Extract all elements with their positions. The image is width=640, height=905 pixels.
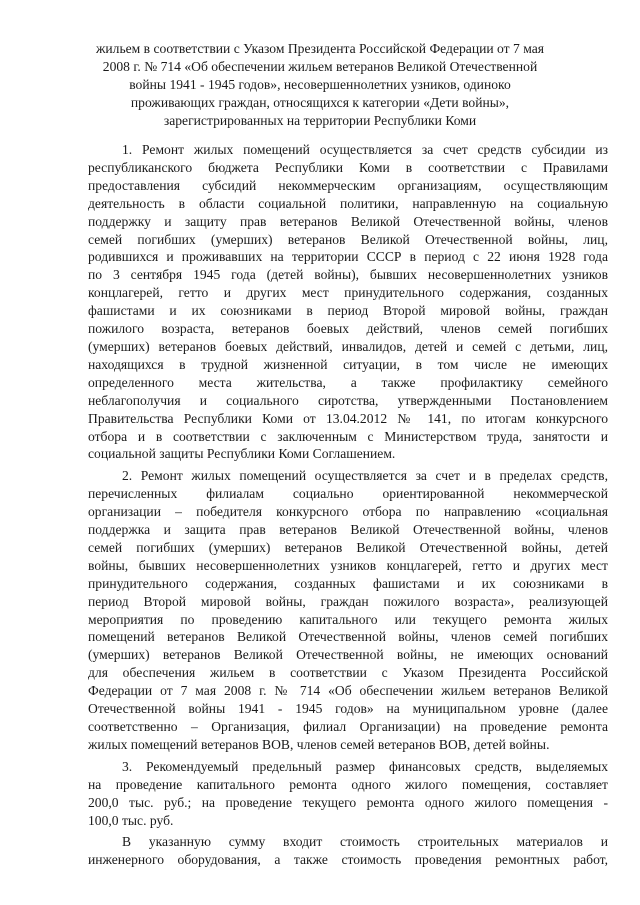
text-line: В указанную сумму входит стоимость строительных материалов и <box>122 834 608 850</box>
title-line: проживающих граждан, относящихся к категории «Дети войны», <box>130 94 510 110</box>
text-line: организации – победителя конкурсного отбора по направлению «социальная <box>88 504 608 520</box>
document-body <box>88 141 608 869</box>
text-line: семей погибших (умерших) ветеранов Великой Отечественной войны, детей <box>88 539 608 555</box>
text-line: жилых помещений ветеранов ВОВ, членов семей ветеранов ВОВ, детей войны. <box>88 736 550 752</box>
text-line: семей погибших (умерших) ветеранов Великой Отечественной войны, лиц, <box>88 231 608 247</box>
text-line: перечисленных филиалам социально ориентированной некоммерческой <box>88 486 608 502</box>
text-line: (умерших) ветеранов Великой Отечественной войны, не имеющих оснований <box>88 647 608 663</box>
paragraph <box>88 141 608 463</box>
text-line: Отечественной войны 1941 - 1945 годов» на муниципальном уровне (далее <box>88 701 608 717</box>
title-line: жильем в соответствии с Указом Президента Российской Федерации от 7 мая <box>96 41 544 56</box>
text-line: 3. Рекомендуемый предельный размер финансовых средств, выделяемых <box>122 758 608 774</box>
text-line: Федерации от 7 мая 2008 г. № 714 «Об обеспечении жильем ветеранов Великой <box>88 683 608 699</box>
text-line: социальной защиты Республики Коми Соглашением. <box>88 446 396 462</box>
text-line: мероприятия по проведению капитального или текущего ремонта жилых <box>88 611 608 627</box>
text-line: республиканского бюджета Республики Коми в соответствии с Правилами <box>88 159 608 175</box>
text-line: для обеспечения жильем в соответствии с Указом Президента Российской <box>88 665 608 681</box>
text-line: Правительства Республики Коми от 13.04.2012 № 141, по итогам конкурсного <box>88 410 608 426</box>
text-line: определенного места жительства, а также профилактику семейного <box>88 374 608 390</box>
text-line: период Второй мировой войны, граждан пожилого возраста», реализующей <box>88 593 608 609</box>
text-line: поддержка и защита прав ветеранов Великой Отечественной войны, членов <box>88 522 608 538</box>
paragraph <box>88 467 608 754</box>
text-line: 2. Ремонт жилых помещений осуществляется за счет и в пределах средств, <box>122 468 608 484</box>
text-line: деятельность в области социальной политики, направленную на социальную <box>88 195 608 211</box>
text-line: по 3 сентября 1945 года (детей войны), бывших несовершеннолетних узников <box>88 267 608 283</box>
paragraph <box>88 833 608 869</box>
text-line: (умерших) ветеранов боевых действий, инвалидов, детей и семей с детьми, лиц, <box>88 338 608 354</box>
text-line: пожилого возраста, ветеранов боевых действий, членов семей погибших <box>88 321 608 337</box>
title-line: 2008 г. № 714 «Об обеспечении жильем ветеранов Великой Отечественной <box>102 58 538 74</box>
title-line: зарегистрированных на территории Республики Коми <box>163 112 477 128</box>
text-line: принудительного содержания, созданных фашистами и их союзниками в <box>88 575 608 591</box>
text-line: родившихся и проживавших на территории СССР в период с 22 июня 1928 года <box>88 249 608 265</box>
text-line: инженерного оборудования, а также стоимость проведения ремонтных работ, <box>88 852 608 868</box>
paragraph <box>88 758 608 830</box>
text-line: соответственно – Организация, филиал Организации) на проведение ремонта <box>88 719 608 734</box>
text-line: фашистами и их союзниками в период Второй мировой войны, граждан <box>88 303 608 319</box>
document-title <box>60 40 580 130</box>
text-line: неблагополучия и социального сиротства, утвержденными Постановлением <box>88 392 608 408</box>
text-line: 100,0 тыс. руб. <box>88 812 174 828</box>
text-line: поддержку и защиту прав ветеранов Великой Отечественной войны, членов <box>88 213 608 229</box>
text-line: 200,0 тыс. руб.; на проведение текущего ремонта одного жилого помещения - <box>88 794 608 810</box>
text-line: 1. Ремонт жилых помещений осуществляется за счет средств субсидии из <box>122 142 608 157</box>
text-line: находящихся в трудной жизненной ситуации, в том числе не имеющих <box>88 356 608 372</box>
title-line: войны 1941 - 1945 годов», несовершеннолетних узников, одиноко <box>129 76 511 92</box>
text-line: концлагерей, гетто и других мест принудительного содержания, созданных <box>88 285 608 301</box>
text-line: отбора и в соответствии с заключенным с Министерством труда, занятости и <box>88 428 608 444</box>
text-line: на проведение капитального ремонта одного жилого помещения, составляет <box>88 776 608 792</box>
text-line: помещений ветеранов Великой Отечественной войны, членов семей погибших <box>88 629 608 645</box>
text-line: войны, бывших несовершеннолетних узников концлагерей, гетто и других мест <box>88 557 608 573</box>
text-line: предоставления субсидий некоммерческим организациям, осуществляющим <box>88 177 608 193</box>
